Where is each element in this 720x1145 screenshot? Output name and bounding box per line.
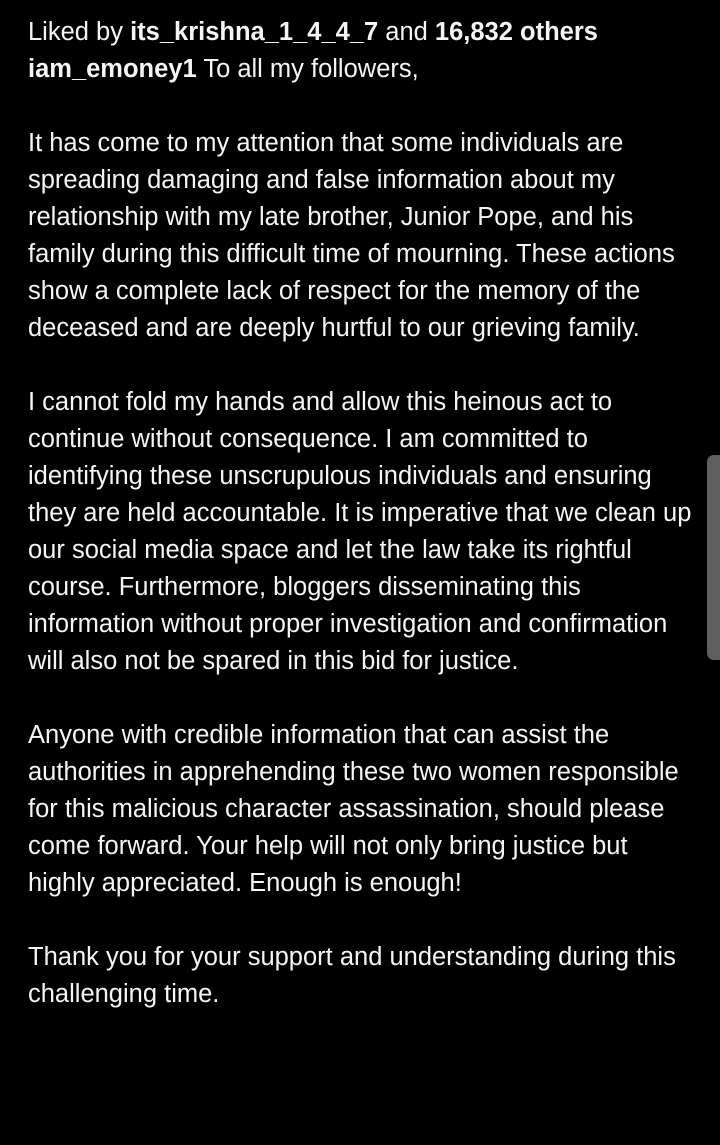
likes-others-link[interactable]: 16,832 others: [434, 18, 598, 46]
caption-paragraph-1: It has come to my attention that some individuals are spreading damaging and false information about my relationship with my late brother, Junior Pope, and his family during this difficult time of mourning. These actions show a complete lack of respect for the memory of the deceased and are deeply hurtful to our grieving family.: [28, 129, 675, 342]
caption-paragraph-2: I cannot fold my hands and allow this heinous act to continue without consequence. I am committed to identifying these unscrupulous individuals and ensuring they are held accountable. It is imperative that we clean up our social media space and let the law take its rightful course. Furthermore, bloggers disseminating this information without proper investigation and confirmation will also not be spared in this bid for justice.: [28, 388, 692, 675]
likes-summary[interactable]: [28, 14, 700, 51]
scrollbar-handle[interactable]: [707, 455, 720, 660]
paragraph-spacer: [28, 347, 700, 384]
caption-first-line: [28, 51, 700, 88]
liker-username-link[interactable]: its_krishna_1_4_4_7: [130, 18, 379, 46]
paragraph-spacer: [28, 88, 700, 125]
caption-paragraph-4: Thank you for your support and understanding during this challenging time.: [28, 943, 676, 1008]
caption-paragraph-3: Anyone with credible information that can assist the authorities in apprehending these two women responsible for this malicious character assassination, should please come forward. Your help will not only bring justice but highly appreciated. Enough is enough!: [28, 721, 679, 897]
paragraph-spacer: [28, 680, 700, 717]
caption-greeting: To all my followers,: [203, 55, 419, 83]
paragraph-spacer: [28, 902, 700, 939]
post-caption-section: [28, 14, 700, 1013]
caption-body: [28, 51, 700, 1013]
likes-conjunction: and: [385, 18, 428, 46]
caption-username-link[interactable]: iam_emoney1: [28, 55, 197, 83]
likes-prefix: Liked by: [28, 18, 123, 46]
